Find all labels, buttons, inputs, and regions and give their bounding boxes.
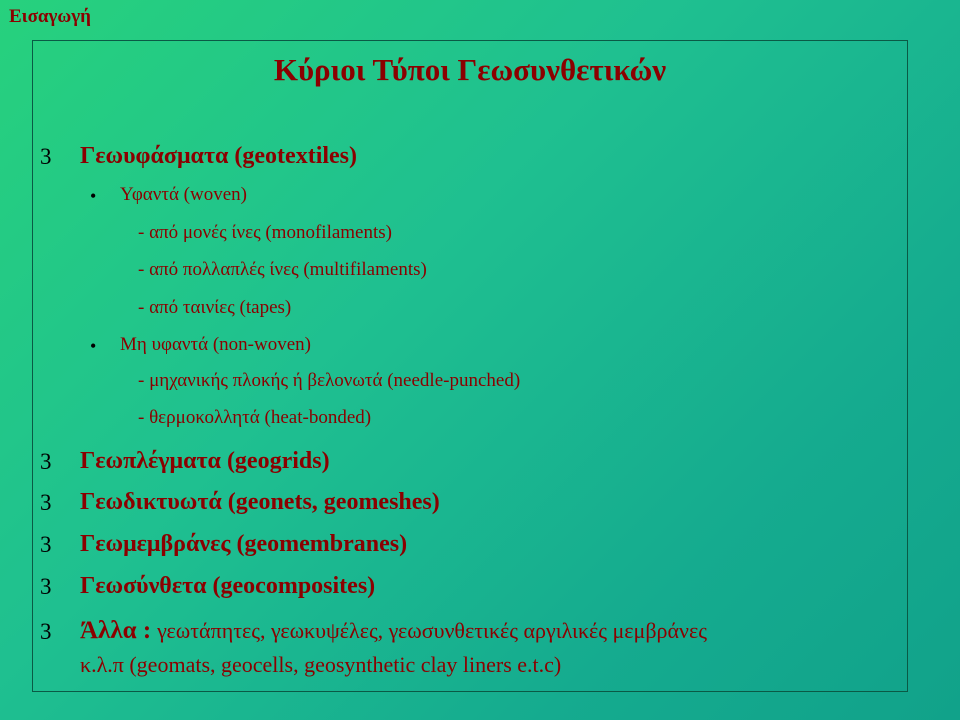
item-heat-bonded: - θερμοκολλητά (heat-bonded) bbox=[138, 407, 372, 428]
item-geonets: Γεωδικτυωτά (geonets, geomeshes) bbox=[80, 489, 440, 515]
list-marker: 3 bbox=[40, 490, 52, 515]
item-geogrids: Γεωπλέγματα (geogrids) bbox=[80, 448, 330, 474]
list-marker: 3 bbox=[40, 574, 52, 599]
list-marker: 3 bbox=[40, 144, 52, 169]
item-needle-punched: - μηχανικής πλοκής ή βελονωτά (needle-punched) bbox=[138, 370, 521, 391]
list-marker: 3 bbox=[40, 532, 52, 557]
bullet-icon: • bbox=[90, 186, 97, 206]
item-other bbox=[80, 617, 707, 645]
list-marker: 3 bbox=[40, 619, 52, 644]
bullet-icon: • bbox=[90, 336, 97, 356]
item-monofilaments: - από μονές ίνες (monofilaments) bbox=[138, 222, 392, 243]
other-greek-list: γεωτάπητες, γεωκυψέλες, γεωσυνθετικές αργιλικές μεμβράνες bbox=[157, 618, 707, 643]
section-label: Εισαγωγή bbox=[9, 6, 91, 27]
item-multifilaments: - από πολλαπλές ίνες (multifilaments) bbox=[138, 259, 427, 280]
item-tapes: - από ταινίες (tapes) bbox=[138, 297, 292, 318]
other-heading: Άλλα : bbox=[80, 617, 152, 644]
slide-title: Κύριοι Τύποι Γεωσυνθετικών bbox=[273, 52, 667, 87]
list-marker: 3 bbox=[40, 449, 52, 474]
item-nonwoven: Μη υφαντά (non-woven) bbox=[120, 334, 311, 355]
item-geotextiles: Γεωυφάσματα (geotextiles) bbox=[80, 143, 358, 169]
item-geomembranes: Γεωμεμβράνες (geomembranes) bbox=[80, 531, 408, 557]
other-english-list: κ.λ.π (geomats, geocells, geosynthetic clay liners e.t.c) bbox=[80, 652, 562, 677]
item-woven: Υφαντά (woven) bbox=[120, 184, 247, 205]
item-geocomposites: Γεωσύνθετα (geocomposites) bbox=[80, 573, 376, 599]
